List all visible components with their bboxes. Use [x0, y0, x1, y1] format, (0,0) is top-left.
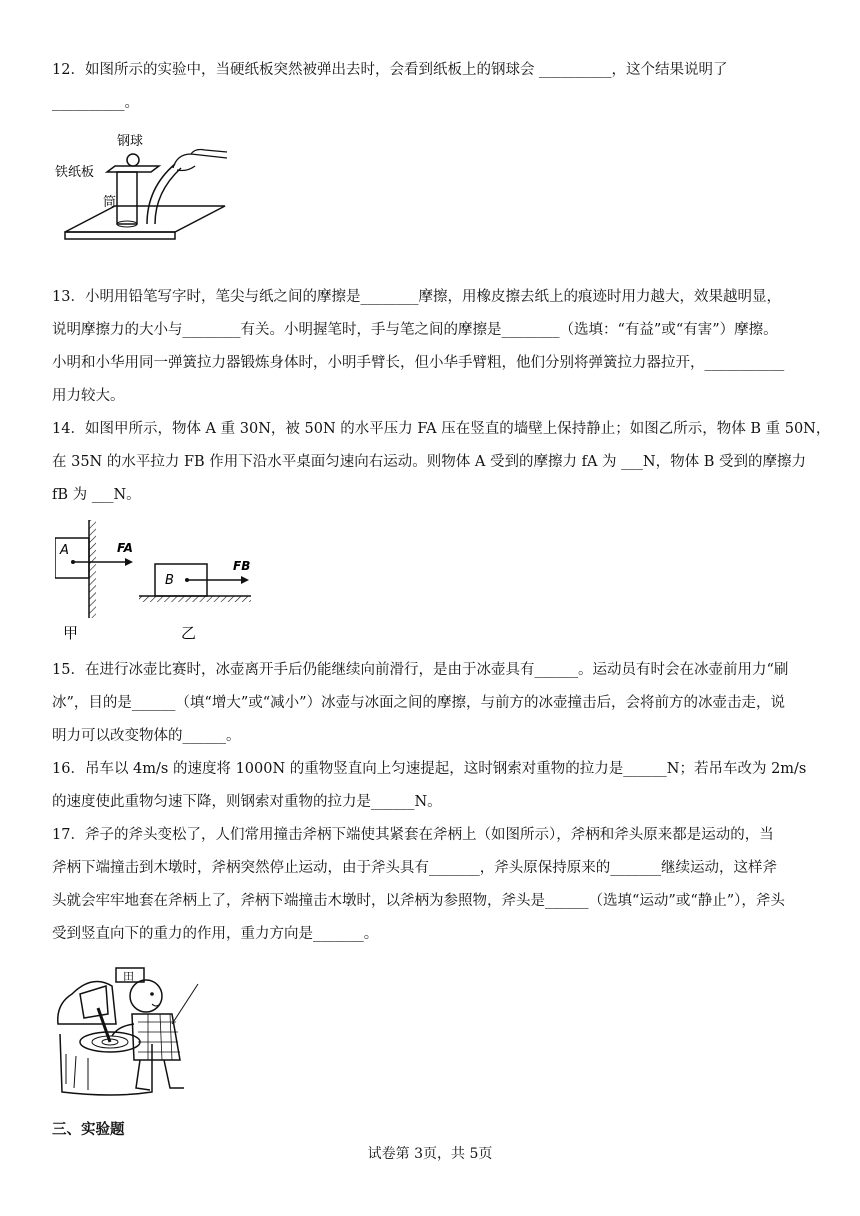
base-board-edge	[65, 232, 175, 239]
question-14	[52, 413, 831, 512]
q12-label-steel-ball: 钢球	[117, 134, 144, 149]
tube-shape	[117, 172, 137, 224]
q12-line-2: __________。	[52, 95, 139, 111]
q12-line-1: 12．如图所示的实验中，当硬纸板突然被弹出去时，会看到纸板上的钢球会 __________，这个结果说明了	[52, 62, 728, 78]
card-shape	[107, 166, 159, 172]
label-fa: FA	[117, 541, 133, 555]
spring-strip-shape-2	[155, 168, 181, 224]
q16-line-2: 的速度使此重物匀速下降，则钢索对重物的拉力是______N。	[52, 794, 442, 810]
q12-label-tube: 筒	[103, 195, 117, 210]
motion-line	[172, 984, 198, 1024]
label-b: B	[165, 573, 174, 588]
q14-figure-force-diagrams	[55, 520, 260, 644]
q12-label-card: 铁纸板	[55, 165, 95, 180]
q13-line-2: 说明摩擦力的大小与________有关。小明握笔时，手与笔之间的摩擦是________（选填：“有益”或“有害”）摩擦。	[52, 322, 778, 338]
section-heading: 三、实验题	[52, 1122, 125, 1138]
head-shape	[130, 980, 162, 1012]
q15-line-1: 15．在进行冰壶比赛时，冰壶离开手后仍能继续向前滑行，是由于冰壶具有______。运动员有时会在冰壶前用力“刷	[52, 662, 789, 678]
wall-hatch	[89, 520, 96, 618]
label-a: A	[60, 543, 69, 558]
legs-shape	[136, 1060, 184, 1090]
question-17	[52, 819, 812, 951]
axe-head-shape	[80, 986, 108, 1018]
question-13	[52, 281, 812, 413]
question-16	[52, 753, 812, 819]
q17-line-4: 受到竖直向下的重力的作用，重力方向是_______。	[52, 926, 379, 942]
table-hatch	[139, 596, 251, 602]
eye-shape	[150, 992, 154, 996]
q13-line-3: 小明和小华用同一弹簧拉力器锻炼身体时，小明手臂长，但小华手臂粗，他们分别将弹簧拉力器拉开，___________	[52, 355, 785, 371]
q13-line-1: 13．小明用铅笔写字时，笔尖与纸之间的摩擦是________摩擦，用橡皮擦去纸上的痕迹时用力越大，效果越明显，	[52, 289, 781, 305]
q14-line-1: 14．如图甲所示，物体 A 重 30N，被 50N 的水平压力 FA 压在竖直的墙壁上保持静止；如图乙所示，物体 B 重 50N，	[52, 421, 831, 437]
q15-line-3: 明力可以改变物体的______。	[52, 728, 241, 744]
stump-bark	[66, 1054, 88, 1090]
question-12	[52, 54, 812, 120]
page-footer: 试卷第 3页，共 5页	[367, 1146, 493, 1162]
hand-shape	[173, 150, 227, 171]
force-arrow-b-head	[241, 576, 249, 584]
label-fb: FB	[233, 559, 251, 573]
question-15	[52, 654, 812, 753]
q17-figure-axe-illustration	[52, 964, 212, 1098]
q17-line-2: 斧柄下端撞击到木墩时，斧柄突然停止运动，由于斧头具有_______，斧头原保持原来的_______继续运动，这样斧	[52, 860, 777, 876]
q17-line-1: 17．斧子的斧头变松了，人们常用撞击斧柄下端使其紧套在斧柄上（如图所示），斧柄和斧头原来都是运动的，当	[52, 827, 774, 843]
q17-line-3: 头就会牢牢地套在斧柄上了，斧柄下端撞击木墩时，以斧柄为参照物，斧头是______（选填“运动”或“静止”），斧头	[52, 893, 785, 909]
force-arrow-a-head	[125, 558, 133, 566]
body-shape	[132, 1014, 180, 1060]
label-jia: 甲	[63, 624, 79, 642]
label-yi: 乙	[181, 624, 197, 642]
q12-figure-ball-card-tube	[55, 128, 235, 246]
steel-ball-shape	[127, 154, 139, 166]
base-board-shape	[65, 206, 225, 232]
q13-line-4: 用力较大。	[52, 388, 125, 404]
hat-label: 田	[123, 970, 134, 983]
q14-line-2: 在 35N 的水平拉力 FB 作用下沿水平桌面匀速向右运动。则物体 A 受到的摩擦力 fA 为 ___N，物体 B 受到的摩擦力	[52, 454, 806, 470]
q16-line-1: 16．吊车以 4m/s 的速度将 1000N 的重物竖直向上匀速提起，这时钢索对重物的拉力是______N；若吊车改为 2m/s	[52, 761, 807, 777]
q14-line-3: fB 为 ___N。	[52, 487, 141, 503]
q15-line-2: 冰”，目的是______（填“增大”或“减小”）冰壶与冰面之间的摩擦，与前方的冰壶撞击后，会将前方的冰壶击走，说	[52, 695, 786, 711]
